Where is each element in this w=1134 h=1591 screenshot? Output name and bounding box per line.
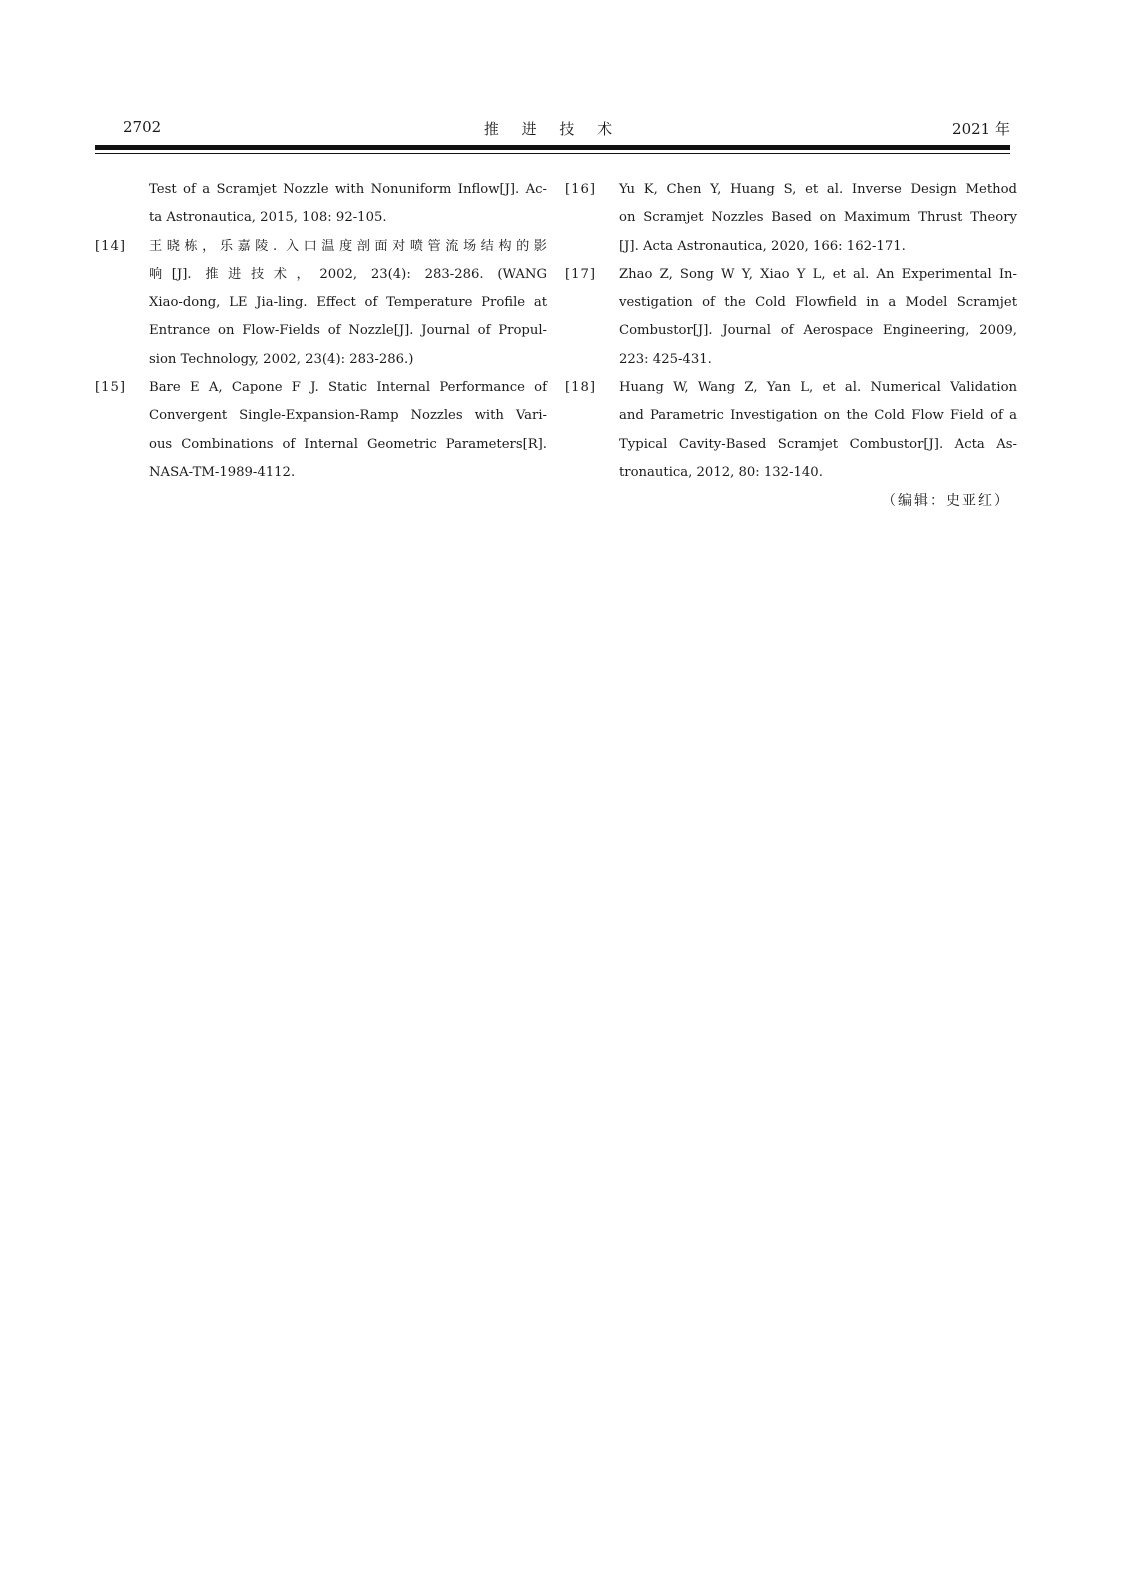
publication-year: 2021 年 [952,120,1010,138]
reference-line: 响[J]. 推进技术，2002, 23(4): 283-286. (WANG [149,266,547,282]
reference-line: vestigation of the Cold Flowfield in a Model Scramjet [619,295,1017,311]
reference-line: tronautica, 2012, 80: 132-140. [619,464,823,480]
journal-title: 推 进 技 术 [483,120,622,138]
reference-label: [15] [95,380,127,396]
reference-18 [565,374,1017,487]
right-column [565,176,1017,487]
reference-line: and Parametric Investigation on the Cold Flow Field of a [619,408,1017,424]
reference-line: Convergent Single-Expansion-Ramp Nozzles with Vari- [149,408,547,424]
reference-line: Bare E A, Capone F J. Static Internal Performance of [149,380,547,396]
reference-continuation [95,176,547,233]
reference-label: [17] [565,266,597,282]
editor-credit: （编辑：史亚红） [882,493,1010,509]
reference-line: Entrance on Flow-Fields of Nozzle[J]. Journal of Propul- [149,323,547,339]
reference-line: on Scramjet Nozzles Based on Maximum Thrust Theory [619,210,1017,226]
reference-line: [J]. Acta Astronautica, 2020, 166: 162-171. [619,238,906,254]
reference-line: 223: 425-431. [619,351,712,367]
reference-line: Zhao Z, Song W Y, Xiao Y L, et al. An Experimental In- [619,266,1017,282]
reference-line: ous Combinations of Internal Geometric Parameters[R]. [149,436,547,452]
page-number: 2702 [123,118,162,136]
reference-line: NASA-TM-1989-4112. [149,464,296,480]
reference-line: Huang W, Wang Z, Yan L, et al. Numerical Validation [619,380,1017,396]
reference-line: Xiao-dong, LE Jia-ling. Effect of Temperature Profile at [149,295,547,311]
reference-label: [16] [565,182,597,197]
reference-line: Typical Cavity-Based Scramjet Combustor[J]. Acta As- [619,436,1017,452]
reference-line: 王晓栋，乐嘉陵. 入口温度剖面对喷管流场结构的影 [149,238,547,254]
reference-label: [18] [565,380,597,396]
reference-line: Yu K, Chen Y, Huang S, et al. Inverse Design Method [619,182,1017,197]
reference-line: Combustor[J]. Journal of Aerospace Engineering, 2009, [619,323,1017,339]
page-header [95,118,1010,140]
header-rule-thick [95,145,1010,150]
reference-16 [565,176,1017,261]
left-column [95,176,547,487]
reference-14 [95,233,547,374]
header-rule-thin [95,153,1010,154]
reference-15 [95,374,547,487]
reference-line: sion Technology, 2002, 23(4): 283-286.) [149,351,414,367]
reference-17 [565,261,1017,374]
reference-line: ta Astronautica, 2015, 108: 92-105. [149,210,387,226]
reference-line: Test of a Scramjet Nozzle with Nonuniform Inflow[J]. Ac- [149,182,547,197]
reference-label: [14] [95,238,127,254]
